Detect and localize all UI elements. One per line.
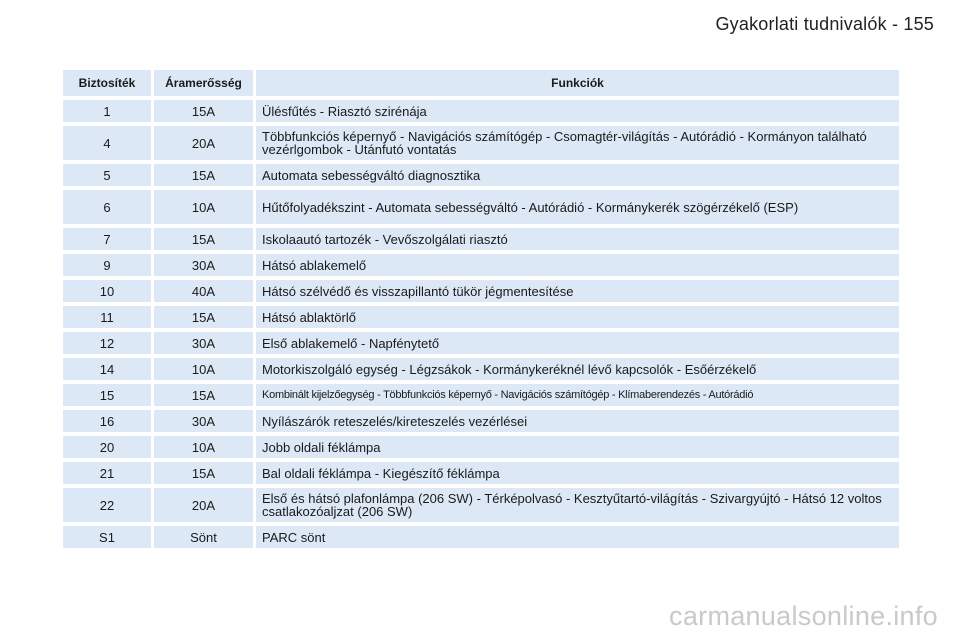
cell-fuse: S1 <box>63 526 151 548</box>
cell-function: Első ablakemelő - Napfénytető <box>256 332 899 354</box>
cell-amperage: 10A <box>154 436 253 458</box>
table-row <box>63 164 899 186</box>
watermark: carmanualsonline.info <box>669 601 938 631</box>
fuse-table <box>60 66 902 552</box>
cell-function: Kombinált kijelzőegység - Többfunkciós képernyő - Navigációs számítógép - Klímaberendezés - Autórádió <box>256 384 899 406</box>
cell-amperage: 20A <box>154 126 253 160</box>
cell-fuse: 10 <box>63 280 151 302</box>
table-row <box>63 306 899 328</box>
cell-function: Bal oldali féklámpa - Kiegészítő féklámpa <box>256 462 899 484</box>
cell-amperage: 15A <box>154 228 253 250</box>
cell-function: Többfunkciós képernyő - Navigációs számítógép - Csomagtér-világítás - Autórádió - Kormányon található vezérlgombok - Utánfutó vontatás <box>256 126 899 160</box>
cell-fuse: 22 <box>63 488 151 522</box>
cell-amperage: 15A <box>154 462 253 484</box>
table-row <box>63 436 899 458</box>
cell-fuse: 21 <box>63 462 151 484</box>
table-row <box>63 126 899 160</box>
cell-fuse: 6 <box>63 190 151 224</box>
table-row <box>63 462 899 484</box>
column-header-fuse: Biztosíték <box>63 70 151 96</box>
cell-fuse: 1 <box>63 100 151 122</box>
cell-function: Hátsó ablaktörlő <box>256 306 899 328</box>
cell-function: Első és hátsó plafonlámpa (206 SW) - Térképolvasó - Kesztyűtartó-világítás - Szivargyújtó - Hátsó 12 voltos csatlakozóaljzat (206 SW) <box>256 488 899 522</box>
cell-amperage: 15A <box>154 164 253 186</box>
cell-amperage: 10A <box>154 190 253 224</box>
cell-amperage: 40A <box>154 280 253 302</box>
cell-amperage: 30A <box>154 410 253 432</box>
cell-fuse: 11 <box>63 306 151 328</box>
cell-fuse: 14 <box>63 358 151 380</box>
table-row <box>63 488 899 522</box>
cell-fuse: 7 <box>63 228 151 250</box>
table-row <box>63 254 899 276</box>
cell-amperage: 30A <box>154 254 253 276</box>
cell-function: PARC sönt <box>256 526 899 548</box>
cell-amperage: 15A <box>154 306 253 328</box>
table-row <box>63 190 899 224</box>
cell-fuse: 15 <box>63 384 151 406</box>
table-row <box>63 100 899 122</box>
table-row <box>63 332 899 354</box>
cell-fuse: 9 <box>63 254 151 276</box>
cell-function: Ülésfűtés - Riasztó szirénája <box>256 100 899 122</box>
cell-function: Hűtőfolyadékszint - Automata sebességváltó - Autórádió - Kormánykerék szögérzékelő (ESP) <box>256 190 899 224</box>
page-title: Gyakorlati tudnivalók - 155 <box>715 14 934 34</box>
table-header-row <box>63 70 899 96</box>
cell-fuse: 4 <box>63 126 151 160</box>
cell-amperage: 30A <box>154 332 253 354</box>
table-row <box>63 358 899 380</box>
cell-amperage: 15A <box>154 384 253 406</box>
cell-amperage: 20A <box>154 488 253 522</box>
cell-function: Jobb oldali féklámpa <box>256 436 899 458</box>
cell-fuse: 12 <box>63 332 151 354</box>
table-row <box>63 526 899 548</box>
cell-function: Nyílászárók reteszelés/kireteszelés vezérlései <box>256 410 899 432</box>
table-row <box>63 280 899 302</box>
cell-fuse: 5 <box>63 164 151 186</box>
cell-function: Automata sebességváltó diagnosztika <box>256 164 899 186</box>
cell-function: Hátsó szélvédő és visszapillantó tükör jégmentesítése <box>256 280 899 302</box>
column-header-functions: Funkciók <box>256 70 899 96</box>
cell-amperage: 15A <box>154 100 253 122</box>
cell-amperage: 10A <box>154 358 253 380</box>
cell-amperage: Sönt <box>154 526 253 548</box>
table-row <box>63 410 899 432</box>
cell-function: Motorkiszolgáló egység - Légzsákok - Kormánykeréknél lévő kapcsolók - Esőérzékelő <box>256 358 899 380</box>
column-header-amperage: Áramerősség <box>154 70 253 96</box>
cell-fuse: 16 <box>63 410 151 432</box>
cell-function: Iskolaautó tartozék - Vevőszolgálati riasztó <box>256 228 899 250</box>
table-row <box>63 228 899 250</box>
cell-function: Hátsó ablakemelő <box>256 254 899 276</box>
table-row <box>63 384 899 406</box>
cell-fuse: 20 <box>63 436 151 458</box>
